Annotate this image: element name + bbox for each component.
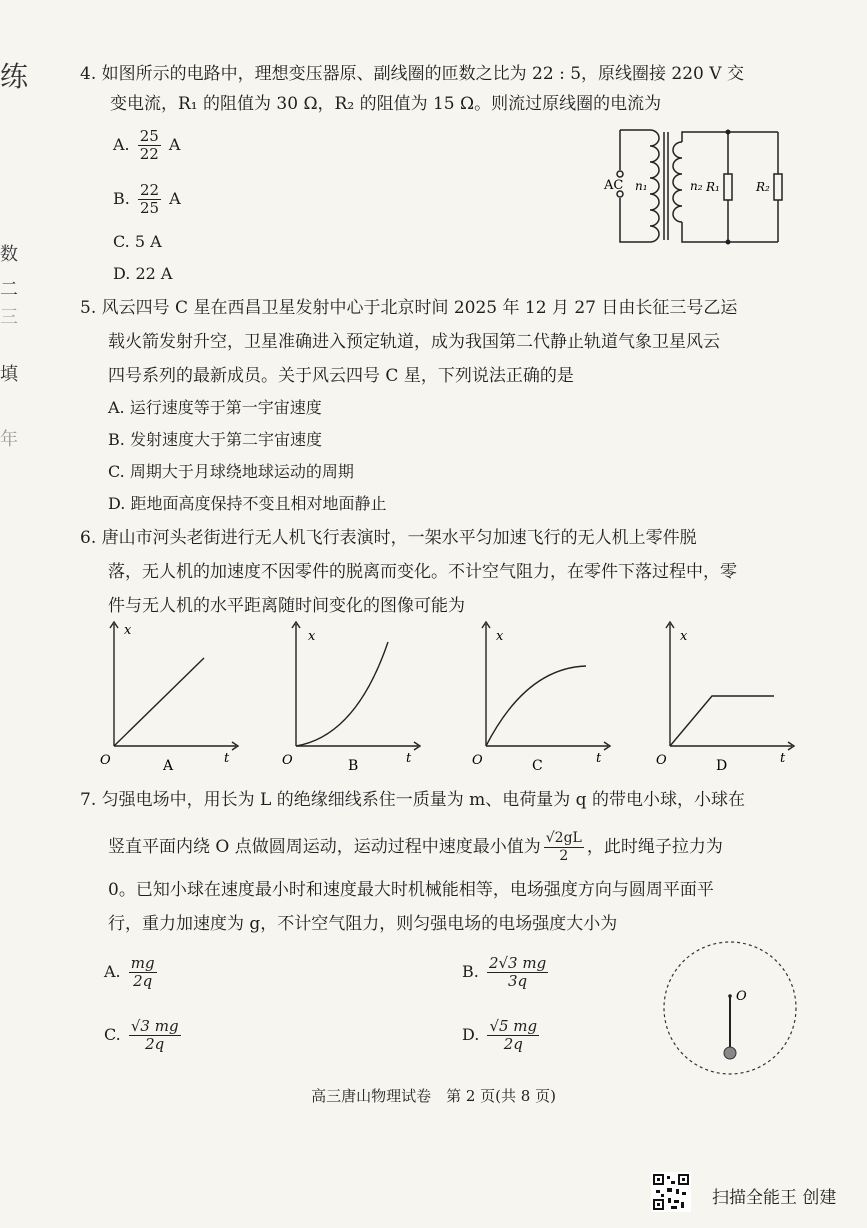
svg-text:t: t [406,751,412,766]
q5-line1: 5. 风云四号 C 星在西昌卫星发射中心于北京时间 2025 年 12 月 27 日由长征三号乙运 [80,298,738,318]
graph-a-label: A [163,758,174,773]
graph-c[interactable] [468,618,618,773]
q7-line2: 竖直平面内绕 O 点做圆周运动，运动过程中速度最小值为 $\frac{√2gL}{2}$ ，此时绳子拉力为 [108,830,723,864]
q7-option-a[interactable]: A. $\frac{mg}{2q}$ [104,954,155,990]
q5-option-d[interactable]: D. 距地面高度保持不变且相对地面静止 [108,494,387,513]
qr-code-icon [651,1172,691,1212]
graph-a-curve [114,658,204,746]
q7-option-b[interactable]: B. $\frac{2√3 mg}{3q}$ [462,954,547,990]
r1-label: R₁ [706,180,720,194]
q6-line2: 落，无人机的加速度不因零件的脱离而变化。不计空气阻力，在零件下落过程中，零 [108,562,737,582]
graph-d[interactable] [652,618,802,773]
ac-label: AC [604,178,624,193]
svg-text:O: O [472,753,483,768]
scanner-brand-label: 扫描全能王 创建 [712,1188,837,1208]
q4-line2: 变电流，R₁ 的阻值为 30 Ω，R₂ 的阻值为 15 Ω。则流过原线圈的电流为 [110,94,662,114]
graph-c-curve [486,666,586,746]
q7-line1: 7. 匀强电场中，用长为 L 的绝缘细线系住一质量为 m、电荷量为 q 的带电小球，小球在 [80,790,745,810]
charged-ball [724,1047,736,1059]
margin-char-1: 数 [0,244,18,265]
graph-a[interactable] [96,618,246,773]
q5-option-b[interactable]: B. 发射速度大于第二宇宙速度 [108,430,322,449]
q6-line3: 件与无人机的水平距离随时间变化的图像可能为 [108,596,465,616]
svg-text:t: t [596,751,602,766]
svg-text:O: O [656,753,667,768]
q4-line1: 4. 如图所示的电路中，理想变压器原、副线圈的匝数之比为 22 : 5，原线圈接 220 V 交 [80,64,744,84]
circular-motion-figure [650,938,810,1078]
margin-top-char: 练 [0,60,29,93]
graph-d-label: D [716,758,728,773]
svg-text:t: t [780,751,786,766]
graph-b[interactable] [278,618,428,773]
svg-text:t: t [224,751,230,766]
q7-line3: 0。已知小球在速度最小时和速度最大时机械能相等，电场强度方向与圆周平面平 [108,880,714,900]
svg-text:O: O [282,753,293,768]
svg-text:x: x [124,623,132,638]
graph-d-curve [670,696,774,746]
q5-option-c[interactable]: C. 周期大于月球绕地球运动的周期 [108,462,354,481]
q4-option-b[interactable]: B. $\frac{22}{25}$ A [113,181,181,217]
q4-option-c[interactable]: C. 5 A [113,232,162,251]
q4-option-a[interactable]: A. $\frac{25}{22}$ A [113,127,181,163]
q7-option-c[interactable]: C. $\frac{√3 mg}{2q}$ [104,1017,179,1053]
n1-label: n₁ [635,179,648,193]
margin-char-5: 年 [0,429,18,450]
graph-c-label: C [532,758,543,773]
q5-line3: 四号系列的最新成员。关于风云四号 C 星，下列说法正确的是 [108,366,574,386]
q7-option-d[interactable]: D. $\frac{√5 mg}{2q}$ [462,1017,538,1053]
q6-line1: 6. 唐山市河头老街进行无人机飞行表演时，一架水平匀加速飞行的无人机上零件脱 [80,528,697,548]
svg-text:x: x [308,629,316,644]
graph-b-curve [296,642,388,746]
svg-text:x: x [680,629,688,644]
graph-b-label: B [348,758,359,773]
svg-text:O: O [100,753,111,768]
q4-option-d[interactable]: D. 22 A [113,264,173,283]
q5-line2: 载火箭发射升空，卫星准确进入预定轨道，成为我国第二代静止轨道气象卫星风云 [108,332,720,352]
margin-char-3: 三 [0,307,18,328]
q5-option-a[interactable]: A. 运行速度等于第一宇宙速度 [108,398,322,417]
q7-line4: 行，重力加速度为 g，不计空气阻力，则匀强电场的电场强度大小为 [108,914,618,934]
margin-char-4: 填 [0,364,18,385]
n2-label: n₂ [690,179,703,193]
center-o-label: O [736,989,747,1004]
svg-text:x: x [496,629,504,644]
transformer-circuit-diagram [600,122,800,252]
page-footer: 高三唐山物理试卷 第 2 页(共 8 页) [311,1087,556,1105]
r2-label: R₂ [756,180,770,194]
margin-char-2: 二 [0,279,18,300]
